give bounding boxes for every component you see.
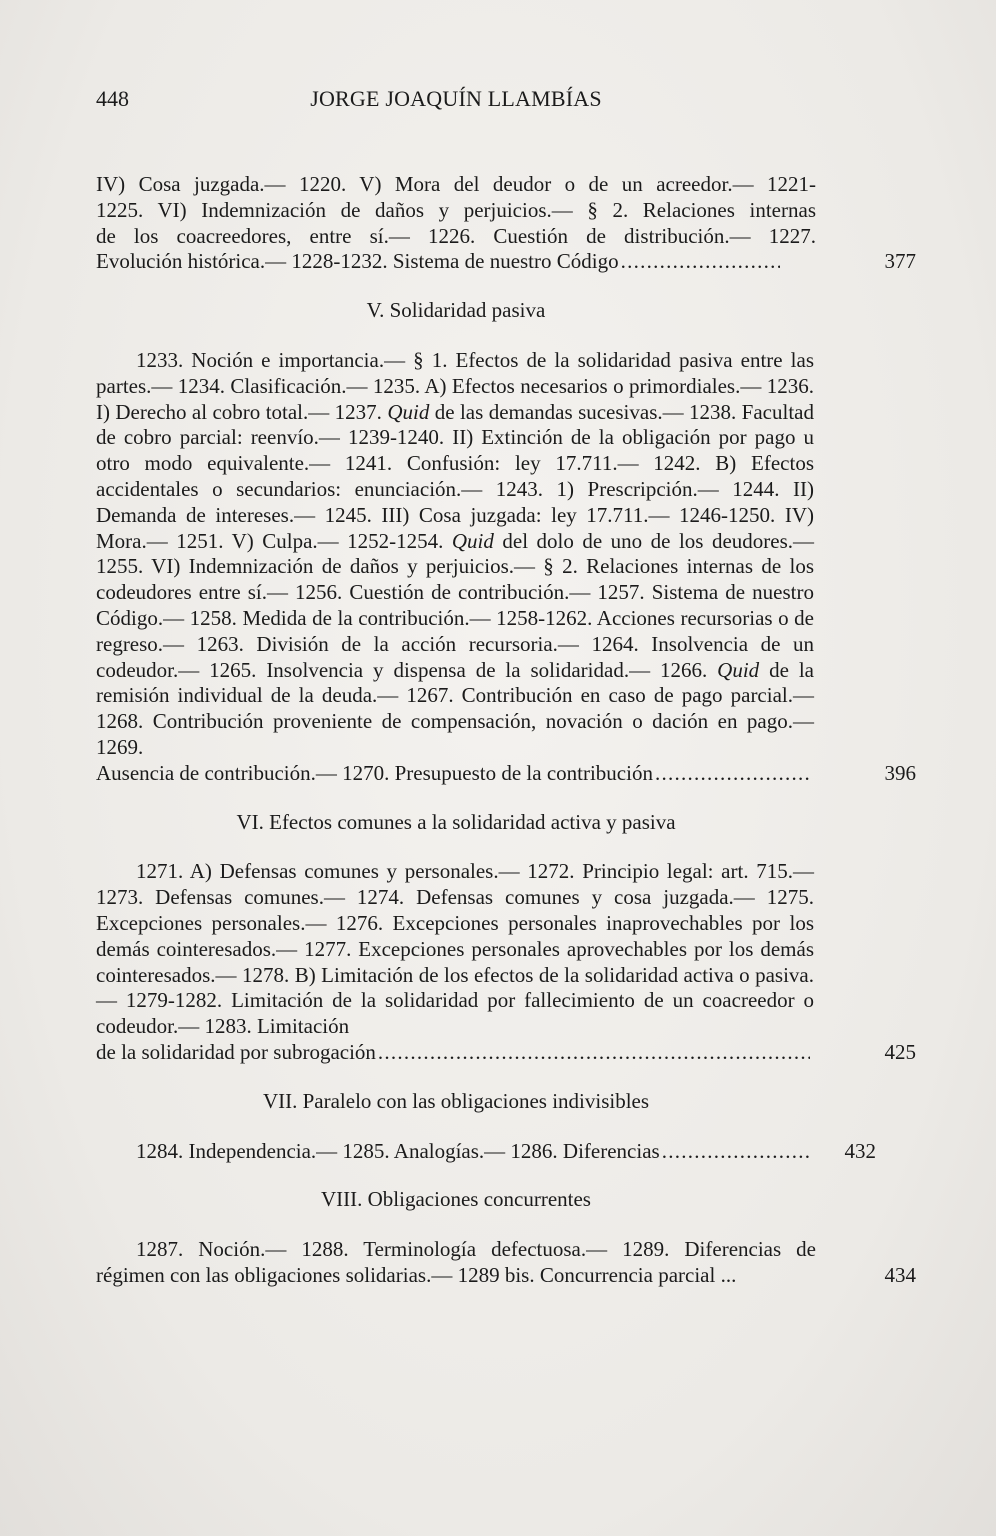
toc-line: Ausencia de contribución.— 1270. Presupuesto de la contribución <box>96 760 653 785</box>
running-head-author: JORGE JOAQUÍN LLAMBÍAS <box>310 86 602 111</box>
toc-last-line <box>96 1138 876 1165</box>
toc-text: de la remisión individual de la deuda.— 1267. Contribución en caso de pago parcial.— 1268. Contribución proveniente de compensación, novación o dación en pago.— 1269. <box>96 657 814 759</box>
quid-term: Quid <box>387 399 430 424</box>
toc-text: 1233. Noción e importancia.— § 1. Efectos de la solidaridad pasiva entre las partes.— 1234. Clasificación.— 1235. A) Efectos necesarios o primordiales.— 1236. I) Derecho al cobro total.— 1237. <box>96 347 814 424</box>
toc-line: régimen con las obligaciones solidarias.— 1289 bis. Concurrencia parcial ... <box>96 1262 737 1287</box>
toc-line: 1284. Independencia.— 1285. Analogías.— 1286. Diferencias <box>136 1138 660 1163</box>
dot-leader <box>662 1139 810 1165</box>
section-title: V. Solidaridad pasiva <box>366 298 546 323</box>
toc-line: Evolución histórica.— 1228-1232. Sistema de nuestro Código <box>96 249 619 274</box>
page-reference: 396 <box>884 760 916 785</box>
dot-leader <box>378 1040 810 1066</box>
toc-entry-body: 1271. A) Defensas comunes y personales.— 1272. Principio legal: art. 715.— 1273. Defensas comunes.— 1274. Defensas comunes y cosa juzgada.— 1275. Excepciones personales.— 1276. Excepciones personales inaprovechables por los demás cointeresados.— 1277. Excepciones personales aprovechables por los demás cointeresados.— 1278. B) Limitación de los efectos de la solidaridad activa o pasiva.— 1279-1282. Limitación de la solidaridad por fallecimiento de un coacreedor o codeudor.— 1283. Limitación <box>96 859 814 1039</box>
toc-line: 1225. VI) Indemnización de daños y perjuicios.— § 2. Relaciones internas <box>96 197 816 222</box>
toc-line: IV) Cosa juzgada.— 1220. V) Mora del deudor o de un acreedor.— 1221- <box>96 172 816 196</box>
page-number: 448 <box>96 86 129 111</box>
section-title: VIII. Obligaciones concurrentes <box>321 1187 591 1212</box>
toc-line: de los coacreedores, entre sí.— 1226. Cuestión de distribución.— 1227. <box>96 223 816 248</box>
section-title: VII. Paralelo con las obligaciones indivisibles <box>262 1088 650 1113</box>
toc-last-line <box>96 760 916 787</box>
toc-last-line <box>96 249 916 275</box>
running-header <box>96 86 816 116</box>
table-of-contents <box>96 172 916 1289</box>
page-reference: 425 <box>884 1039 916 1064</box>
quid-term: Quid <box>451 528 494 553</box>
page-reference: 377 <box>884 249 916 274</box>
page-reference: 432 <box>844 1138 876 1163</box>
dot-leader <box>621 249 780 275</box>
section-title: VI. Efectos comunes a la solidaridad activa y pasiva <box>236 809 676 834</box>
toc-last-line <box>96 1262 916 1289</box>
quid-term: Quid <box>717 657 760 682</box>
toc-text: del dolo de uno de los deudores.— 1255. VI) Indemnización de daños y perjuicios.— § 2. Relaciones internas de los codeudores entre sí.— 1256. Cuestión de contribución.— 1257. Sistema de nuestro Código.— 1258. Medida de la contribución.— 1258-1262. Acciones recursorias o de regreso.— 1263. División de la acción recursoria.— 1264. Insolvencia de un codeudor.— 1265. Insolvencia y dispensa de la solidaridad.— 1266. <box>96 528 815 682</box>
page-reference: 434 <box>884 1262 916 1287</box>
dot-leader <box>655 761 810 787</box>
toc-entry-body <box>96 348 814 761</box>
toc-last-line <box>96 1039 916 1066</box>
toc-line: de la solidaridad por subrogación <box>96 1039 376 1064</box>
toc-entry-continuation <box>96 172 916 275</box>
toc-text: de las demandas sucesivas.— 1238. Facultad de cobro parcial: reenvío.— 1239-1240. II) Extinción de la obligación por pago u otro modo equivalente.— 1241. Confusión: ley 17.711.— 1242. B) Efectos accidentales o secundarios: enunciación.— 1243. 1) Prescripción.— 1244. II) Demanda de intereses.— 1245. III) Cosa juzgada: ley 17.711.— 1246-1250. IV) Mora.— 1251. V) Culpa.— 1252-1254. <box>96 399 814 553</box>
toc-entry-body: 1287. Noción.— 1288. Terminología defectuosa.— 1289. Diferencias de <box>136 1237 816 1262</box>
